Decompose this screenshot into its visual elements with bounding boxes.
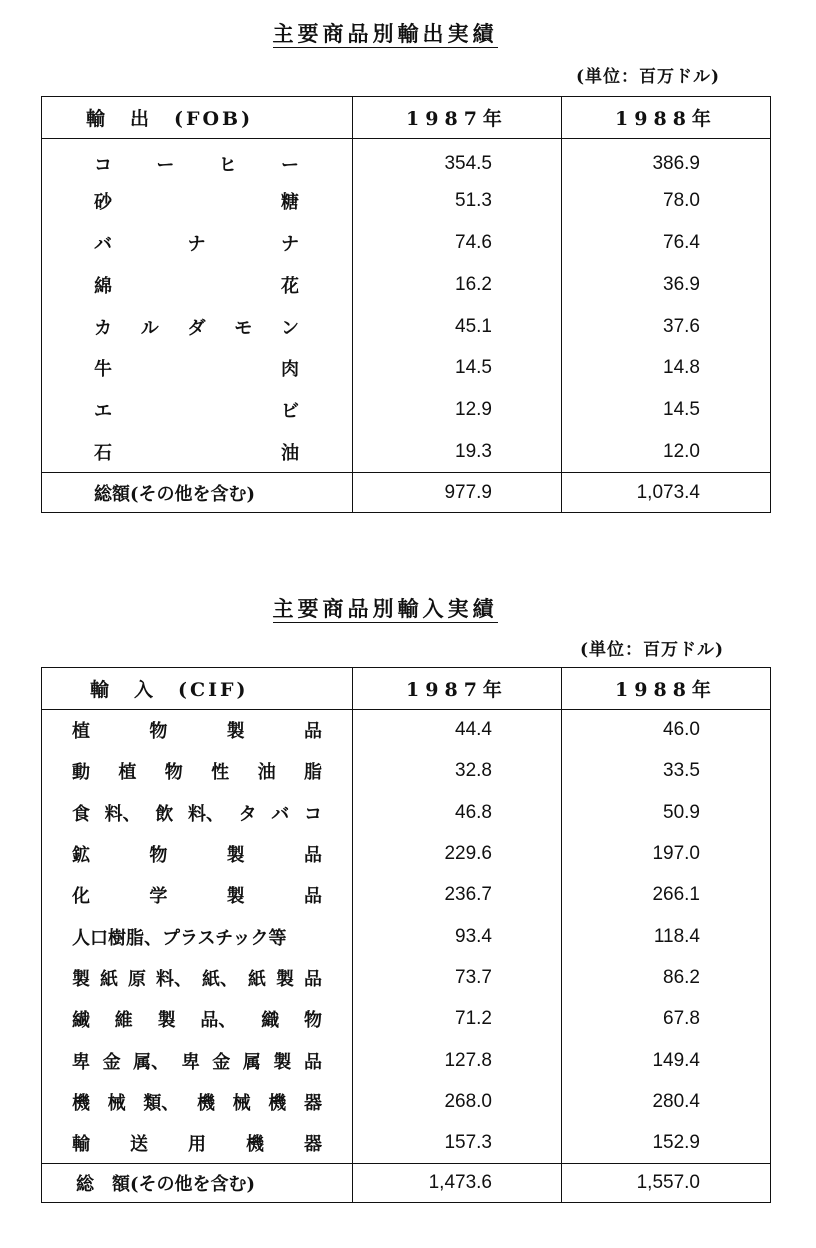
export-row-label-char: バ (94, 233, 112, 255)
export-table-row (42, 264, 771, 306)
import-value-1987: 127.8 (353, 1040, 562, 1081)
export-value-1988: 12.0 (562, 431, 771, 473)
export-row-label-char: ダ (187, 317, 206, 339)
import-value-1988: 67.8 (562, 999, 771, 1040)
import-row-label-char: 属 (242, 1051, 261, 1073)
import-row-label-text (72, 1089, 352, 1115)
import-row-label-char: 植 (72, 721, 90, 743)
export-header-row (42, 97, 771, 139)
import-value-1988: 46.0 (562, 710, 771, 751)
import-row-label-char: 卑 (72, 1051, 90, 1073)
export-header-label: 輸 出 (FOB) (42, 97, 353, 139)
import-value-1988: 266.1 (562, 875, 771, 916)
import-value-1988: 33.5 (562, 751, 771, 792)
import-table-row (42, 957, 771, 998)
import-row-label-char: 品 (304, 968, 322, 990)
export-row-label-char: ー (156, 154, 175, 176)
import-table-row (42, 875, 771, 916)
export-value-1987: 16.2 (353, 264, 562, 306)
import-row-label-char: 織 (261, 1010, 280, 1032)
import-row-label-char: 類、 (143, 1092, 180, 1114)
export-table-row (42, 389, 771, 431)
export-value-1988: 37.6 (562, 306, 771, 348)
export-row-label-char: 糖 (281, 192, 299, 214)
import-row-label-text (72, 924, 352, 950)
import-row-label-char: 油 (257, 762, 276, 784)
import-row-label-char: 製 (226, 845, 245, 867)
import-value-1987: 268.0 (353, 1081, 562, 1122)
import-table-row (42, 916, 771, 957)
import-row-label-text (72, 717, 352, 743)
export-total-label: 総額(その他を含む) (42, 473, 353, 513)
export-row-label-char: 花 (281, 275, 299, 297)
import-row-label-char: 械 (232, 1092, 251, 1114)
import-value-1988: 50.9 (562, 792, 771, 833)
export-row-label-text (94, 397, 352, 423)
import-row-label-char: 料、 (187, 803, 224, 825)
import-value-1987: 71.2 (353, 999, 562, 1040)
import-header-row (42, 668, 771, 710)
import-row-label-char: 学 (149, 886, 168, 908)
import-row-label-char: 機 (196, 1092, 215, 1114)
import-row-label (42, 1040, 353, 1081)
export-row-label-text (94, 272, 352, 298)
export-value-1987: 12.9 (353, 389, 562, 431)
import-row-label-char: タ (238, 803, 257, 825)
import-header-label: 輸 入 (CIF) (42, 668, 353, 710)
import-row-label-text (72, 1048, 352, 1074)
import-value-1988: 149.4 (562, 1040, 771, 1081)
export-value-1988: 78.0 (562, 180, 771, 222)
import-row-label (42, 751, 353, 792)
import-row-label-char: 卑 (181, 1051, 200, 1073)
import-row-label (42, 710, 353, 751)
export-row-label-char: 石 (94, 442, 112, 464)
export-row-label-char: ン (281, 317, 299, 339)
import-row-label-char: 飲 (155, 803, 174, 825)
export-header-1987: 1987年 (353, 97, 562, 139)
import-row-label-text (72, 1130, 352, 1156)
import-value-1987: 32.8 (353, 751, 562, 792)
export-row-label-char: エ (94, 401, 112, 423)
import-row-label-text (72, 965, 352, 991)
import-row-label-char: 物 (149, 845, 168, 867)
export-row-label-char: 肉 (281, 359, 299, 381)
import-row-label-char: 用 (188, 1133, 206, 1155)
export-table-row (42, 306, 771, 348)
export-total-1988: 1,073.4 (562, 473, 771, 513)
import-row-label-char: 品 (303, 721, 322, 743)
import-row-label-char: 鉱 (72, 845, 90, 867)
import-row-label-char: 器 (304, 1133, 322, 1155)
export-unit-label: (単位：百万ドル) (576, 67, 721, 87)
import-row-label-char: 輸 (72, 1133, 90, 1155)
import-table-row (42, 999, 771, 1040)
import-row-label-char: 製 (72, 968, 90, 990)
export-row-label-char: 牛 (94, 359, 112, 381)
import-header-1988: 1988年 (562, 668, 771, 710)
import-value-1987: 46.8 (353, 792, 562, 833)
export-row-label-char: ヒ (218, 154, 237, 176)
import-row-label-char: コ (303, 803, 322, 825)
export-value-1988: 386.9 (562, 139, 771, 181)
import-row-label (42, 792, 353, 833)
import-table-row (42, 710, 771, 751)
import-row-label-char: 品 (303, 845, 322, 867)
export-row-label-text (94, 188, 352, 214)
export-total-1987: 977.9 (353, 473, 562, 513)
import-row-label-char: 品、 (200, 1010, 237, 1032)
import-table-row (42, 751, 771, 792)
import-unit-label: (単位：百万ドル) (580, 640, 725, 660)
import-total-1988: 1,557.0 (562, 1164, 771, 1203)
export-value-1988: 36.9 (562, 264, 771, 306)
export-row-label-char: ナ (281, 233, 299, 255)
export-row-label-char: 綿 (94, 275, 112, 297)
export-value-1987: 51.3 (353, 180, 562, 222)
import-row-label-char: 機 (246, 1133, 264, 1155)
import-table-row (42, 1122, 771, 1163)
import-row-label (42, 916, 353, 957)
import-row-label-char: 繊 (72, 1010, 90, 1032)
import-value-1988: 280.4 (562, 1081, 771, 1122)
export-row-label-char: 油 (281, 442, 299, 464)
export-row-label-char: 砂 (94, 192, 112, 214)
import-row-label-char: 械 (107, 1092, 126, 1114)
import-body (42, 710, 771, 1203)
import-row-label-char: 性 (211, 762, 230, 784)
import-row-label-char: 物 (149, 721, 168, 743)
export-row-label-text (94, 439, 352, 465)
export-table-row (42, 431, 771, 473)
import-row-label-char: 料、 (104, 803, 141, 825)
import-row-label-text (72, 800, 352, 826)
import-total-1987: 1,473.6 (353, 1164, 562, 1203)
import-row-label (42, 875, 353, 916)
import-row-label-text (72, 758, 352, 784)
import-row-label-char: 製 (226, 886, 245, 908)
import-row-label-char: 物 (303, 1010, 322, 1032)
import-row-label-char: 脂 (303, 762, 322, 784)
export-value-1988: 14.8 (562, 347, 771, 389)
export-table-row (42, 347, 771, 389)
import-row-label (42, 833, 353, 874)
import-row-label-char: 機 (268, 1092, 287, 1114)
export-row-label-char: カ (94, 317, 112, 339)
import-title-text: 主要商品別輸入実績 (272, 596, 498, 621)
import-row-label-char: 器 (303, 1092, 322, 1114)
import-row-label-text (72, 882, 352, 908)
import-value-1988: 118.4 (562, 916, 771, 957)
import-row-label (42, 1122, 353, 1163)
import-row-label-char: 物 (164, 762, 183, 784)
import-table-row (42, 792, 771, 833)
import-row-label-text (72, 841, 352, 867)
import-row-label (42, 999, 353, 1040)
import-row-label-char: 原 (128, 968, 146, 990)
export-row-label (42, 139, 353, 181)
import-row-label-char: 製 (273, 1051, 292, 1073)
import-row-label-char: 金 (212, 1051, 231, 1073)
export-row-label (42, 347, 353, 389)
export-row-label-char: ビ (281, 401, 299, 423)
export-table-row (42, 139, 771, 181)
export-row-label (42, 222, 353, 264)
import-row-label (42, 1081, 353, 1122)
import-row-label-char: 食 (72, 803, 90, 825)
export-row-label-text (94, 314, 352, 340)
import-row-label-char: 製 (226, 721, 245, 743)
import-row-label-char: 金 (102, 1051, 121, 1073)
export-title (0, 18, 770, 48)
export-value-1987: 14.5 (353, 347, 562, 389)
import-table-row (42, 833, 771, 874)
import-row-label-char: 機 (72, 1092, 90, 1114)
import-title (0, 593, 770, 623)
export-total-row (42, 473, 771, 513)
export-row-label-text (94, 355, 352, 381)
export-value-1987: 74.6 (353, 222, 562, 264)
import-value-1987: 93.4 (353, 916, 562, 957)
import-table-row (42, 1081, 771, 1122)
import-value-1987: 229.6 (353, 833, 562, 874)
import-row-label-char: 品 (303, 1051, 322, 1073)
import-row-label (42, 957, 353, 998)
import-row-label-text (72, 1006, 352, 1032)
export-header-1988: 1988年 (562, 97, 771, 139)
import-value-1987: 157.3 (353, 1122, 562, 1163)
export-row-label (42, 264, 353, 306)
import-row-label-char: 製 (276, 968, 294, 990)
export-row-label-text (94, 230, 352, 256)
export-row-label-char: ナ (187, 233, 206, 255)
export-row-label (42, 431, 353, 473)
import-row-label-char: 紙、 (202, 968, 238, 990)
import-value-1988: 197.0 (562, 833, 771, 874)
import-row-label-char: 植 (118, 762, 137, 784)
import-total-label: 総 額(その他を含む) (42, 1164, 353, 1203)
import-value-1988: 152.9 (562, 1122, 771, 1163)
export-row-label (42, 306, 353, 348)
export-row-label-char: コ (94, 154, 112, 176)
export-value-1988: 14.5 (562, 389, 771, 431)
import-row-label-char: 紙 (248, 968, 266, 990)
import-value-1987: 73.7 (353, 957, 562, 998)
import-value-1987: 236.7 (353, 875, 562, 916)
export-title-text: 主要商品別輸出実績 (272, 21, 498, 46)
import-row-label-char: 維 (114, 1010, 133, 1032)
import-row-label-char: 紙 (100, 968, 118, 990)
export-value-1987: 19.3 (353, 431, 562, 473)
import-table-row (42, 1040, 771, 1081)
export-row-label-char: ー (280, 154, 299, 176)
export-value-1987: 45.1 (353, 306, 562, 348)
import-row-label-char: 送 (130, 1133, 148, 1155)
import-row-label-char: 料、 (156, 968, 192, 990)
export-row-label (42, 180, 353, 222)
import-row-label-char: 品 (303, 886, 322, 908)
import-table (41, 667, 771, 1203)
export-body (42, 139, 771, 513)
import-row-label-char: バ (271, 803, 290, 825)
export-table-row (42, 180, 771, 222)
import-value-1988: 86.2 (562, 957, 771, 998)
import-row-label-char: 化 (72, 886, 90, 908)
export-row-label-text (94, 151, 352, 177)
import-total-row (42, 1164, 771, 1203)
export-row-label (42, 389, 353, 431)
import-value-1987: 44.4 (353, 710, 562, 751)
import-row-label-char: 動 (72, 762, 90, 784)
export-value-1988: 76.4 (562, 222, 771, 264)
import-row-label-char: 製 (157, 1010, 176, 1032)
export-row-label-char: ル (140, 317, 159, 339)
export-value-1987: 354.5 (353, 139, 562, 181)
export-table (41, 96, 771, 513)
import-row-label-char: 人口樹脂、プラスチック等 (72, 927, 287, 949)
import-header-1987: 1987年 (353, 668, 562, 710)
export-row-label-char: モ (234, 317, 253, 339)
import-row-label-char: 属、 (133, 1051, 170, 1073)
export-table-row (42, 222, 771, 264)
